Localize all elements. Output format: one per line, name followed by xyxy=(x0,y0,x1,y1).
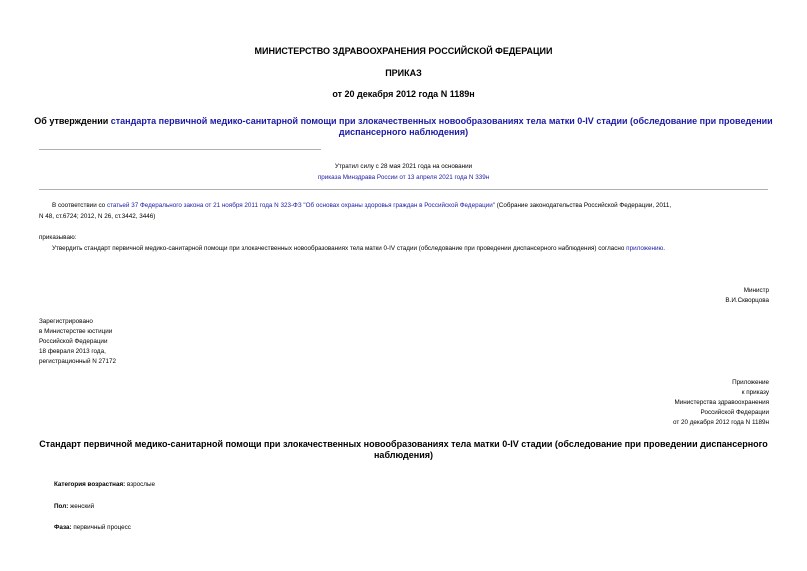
divider-top xyxy=(39,149,321,150)
registration-line: регистрационный N 27172 xyxy=(39,358,117,365)
doc-title xyxy=(28,116,779,138)
divider-bottom xyxy=(39,189,768,190)
preamble-line-1 xyxy=(52,201,772,211)
sex-label: Пол: xyxy=(54,503,69,510)
preamble-line-2: N 48, ст.6724; 2012, N 26, ст.3442, 3446) xyxy=(39,213,156,220)
phase-value: первичный процесс xyxy=(71,524,131,531)
doc-type-heading: ПРИКАЗ xyxy=(385,68,422,78)
registration-line: 18 февраля 2013 года, xyxy=(39,348,106,355)
sex-field xyxy=(54,502,94,512)
doc-date-number: от 20 декабря 2012 года N 1189н xyxy=(332,89,475,99)
order-end: . xyxy=(663,245,665,252)
appendix-ref-line: Приложение xyxy=(732,379,769,386)
registration-line: в Министерстве юстиции xyxy=(39,328,113,335)
appendix-ref-line: Российской Федерации xyxy=(700,409,769,416)
registration-line: Российской Федерации xyxy=(39,338,108,345)
preamble-text-2: (Собрание законодательства Российской Федерации, 2011, xyxy=(494,202,672,209)
appendix-ref-line: к приказу xyxy=(741,389,769,396)
sex-value: женский xyxy=(68,503,95,510)
order-body: Утвердить стандарт первичной медико-санитарной помощи при злокачественных новообразованиях тела матки 0-IV стадии (обследование при проведении диспансерного наблюдения) согласно xyxy=(52,245,627,252)
age-category-label: Категория возрастная: xyxy=(54,481,126,488)
status-source xyxy=(0,173,807,183)
appendix-reference xyxy=(673,378,769,428)
appendix-ref-line: Министерства здравоохранения xyxy=(674,399,769,406)
registration-line: Зарегистрировано xyxy=(39,318,93,325)
phase-label: Фаза: xyxy=(54,524,72,531)
ministry-heading: МИНИСТЕРСТВО ЗДРАВООХРАНЕНИЯ РОССИЙСКОЙ ФЕДЕРАЦИИ xyxy=(254,46,553,56)
appendix-ref-line: от 20 декабря 2012 года N 1189н xyxy=(672,419,769,426)
order-text xyxy=(52,244,772,254)
federal-law-link[interactable]: статьей 37 Федерального закона от 21 ноября 2011 года N 323-ФЗ "Об основах охраны здоровья граждан в Российской Федерации" xyxy=(106,202,495,209)
age-category xyxy=(54,480,155,490)
doc-title-link[interactable]: стандарта первичной медико-санитарной помощи при злокачественных новообразованиях тела матки 0-IV стадии (обследование при проведении диспансерного наблюдения) xyxy=(110,116,773,137)
standard-title: Стандарт первичной медико-санитарной помощи при злокачественных новообразованиях тела матки 0-IV стадии (обследование при проведении диспансерного наблюдения) xyxy=(39,439,768,460)
repeal-order-link[interactable]: приказа Минздрава России от 13 апреля 2021 года N 339н xyxy=(317,174,490,181)
preamble-text-1: В соответствии со xyxy=(52,202,107,209)
age-category-value: взрослые xyxy=(125,481,156,488)
phase-field xyxy=(54,523,131,533)
status-line: Утратил силу с 28 мая 2021 года на основании xyxy=(334,163,473,170)
appendix-link[interactable]: приложению xyxy=(626,245,664,252)
doc-title-prefix: Об утверждении xyxy=(34,116,111,126)
signature-name: В.И.Скворцова xyxy=(725,297,769,304)
registration-block xyxy=(39,317,116,367)
signature-position: Министр xyxy=(743,287,769,294)
order-word: приказываю: xyxy=(39,234,77,241)
